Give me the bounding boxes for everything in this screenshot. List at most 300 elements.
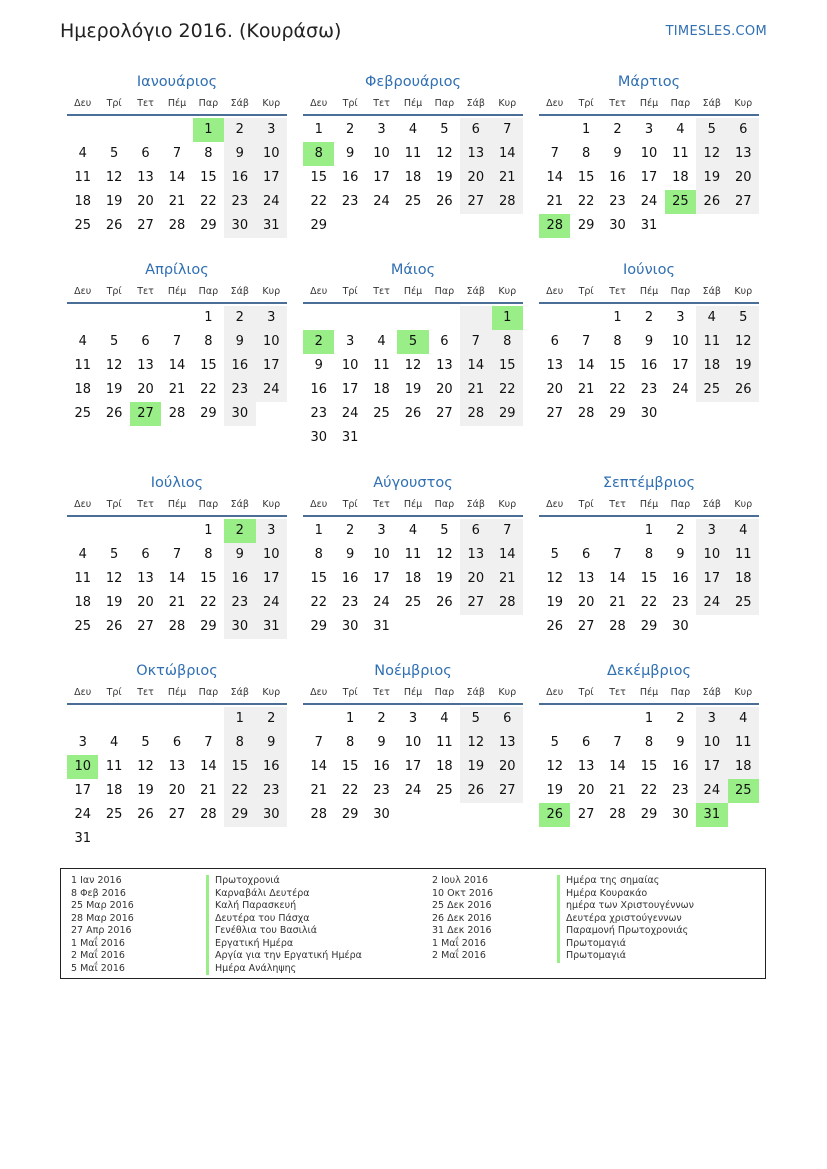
weekday-label: Κυρ	[498, 499, 517, 510]
holiday-day: 8	[303, 142, 334, 166]
weekend-day: 7	[492, 118, 523, 142]
weekday-label: Τρί	[106, 98, 122, 109]
day-cell: 8	[314, 547, 323, 562]
day-cell: 22	[577, 194, 595, 209]
weekday-label: Παρ	[198, 687, 219, 698]
weekday-label: Σάβ	[230, 98, 249, 109]
weekday-label: Δευ	[546, 687, 564, 698]
empty-cell	[193, 827, 224, 851]
day-cell: 12	[105, 170, 123, 185]
weekend-day: 17	[696, 567, 727, 591]
day-cell: 16	[672, 759, 689, 774]
month-name: Δεκέμβριος	[606, 663, 692, 679]
day-cell: 9	[644, 334, 654, 349]
day-cell: 12	[546, 571, 563, 586]
empty-cell	[492, 214, 523, 238]
holiday-date: 1 Μαΐ 2016	[432, 937, 486, 949]
month-block	[303, 661, 523, 827]
day-cell: 22	[310, 595, 327, 610]
weekday-label: Τρί	[578, 286, 594, 297]
day-cell: 18	[373, 382, 390, 397]
day-cell: 1	[314, 523, 323, 538]
day-cell: 20	[436, 382, 453, 397]
weekday-label: Κυρ	[262, 687, 281, 698]
day-cell: 16	[609, 170, 626, 185]
holiday-date: 26 Δεκ 2016	[432, 912, 492, 924]
weekend-day: 2	[224, 118, 255, 142]
weekday-label: Πέμ	[403, 98, 423, 109]
weekend-day: 13	[492, 731, 523, 755]
day-cell: 2	[613, 122, 622, 137]
weekend-day: 2	[224, 306, 255, 330]
month-block	[303, 473, 523, 639]
day-cell: 20	[137, 382, 154, 397]
weekday-label: Σάβ	[230, 499, 249, 510]
holiday-day: 1	[492, 306, 523, 330]
holiday-name: Ημέρα Κουρακάο	[557, 888, 694, 901]
holiday-name: Καρναβάλι Δευτέρα	[206, 888, 362, 901]
day-cell: 1	[204, 310, 213, 325]
day-cell: 26	[105, 218, 123, 233]
empty-cell	[539, 519, 570, 543]
day-cell: 27	[137, 619, 154, 634]
day-cell: 29	[200, 218, 217, 233]
day-cell: 24	[341, 406, 359, 421]
day-cell: 31	[74, 831, 91, 846]
day-cell: 7	[172, 547, 182, 562]
day-cell: 30	[341, 619, 359, 634]
weekend-day: 6	[460, 519, 491, 543]
day-cell: 13	[577, 759, 595, 774]
holiday-day: 31	[696, 803, 727, 827]
day-cell: 10	[341, 358, 359, 373]
month-name: Αύγουστος	[373, 475, 453, 491]
day-cell: 8	[204, 334, 213, 349]
empty-cell	[460, 615, 491, 639]
empty-cell	[224, 827, 255, 851]
day-cell: 15	[200, 358, 217, 373]
weekday-label: Πέμ	[403, 499, 423, 510]
day-cell: 28	[168, 218, 186, 233]
weekday-label: Δευ	[546, 286, 564, 297]
weekend-day: 10	[256, 330, 287, 354]
day-cell: 16	[373, 759, 390, 774]
day-cell: 6	[141, 547, 150, 562]
legend-dates-right	[432, 875, 493, 963]
day-cell: 8	[345, 735, 355, 750]
empty-cell	[334, 214, 365, 238]
day-cell: 24	[373, 194, 390, 209]
day-cell: 29	[200, 619, 217, 634]
day-cell: 17	[373, 170, 390, 185]
day-cell: 15	[310, 170, 327, 185]
day-cell: 18	[436, 759, 453, 774]
day-cell: 29	[200, 406, 217, 421]
weekend-day: 30	[224, 402, 255, 426]
day-cell: 14	[168, 358, 186, 373]
weekday-header	[539, 284, 759, 304]
weekend-day: 4	[728, 519, 759, 543]
empty-cell	[130, 827, 161, 851]
day-cell: 24	[373, 595, 390, 610]
site-link[interactable]: TIMESLES.COM	[665, 24, 767, 39]
day-cell: 4	[408, 122, 418, 137]
legend-dates-left	[71, 875, 134, 975]
day-cell: 29	[310, 218, 327, 233]
day-cell: 25	[373, 406, 390, 421]
weekday-label: Πέμ	[167, 499, 187, 510]
day-grid	[303, 519, 523, 639]
day-cell: 10	[672, 334, 689, 349]
day-cell: 24	[74, 807, 91, 822]
day-cell: 24	[404, 783, 422, 798]
weekend-day: 10	[696, 731, 727, 755]
weekday-header	[539, 497, 759, 517]
weekend-day: 16	[224, 166, 255, 190]
weekend-day: 7	[492, 519, 523, 543]
day-cell: 4	[676, 122, 685, 137]
weekday-label: Δευ	[74, 286, 92, 297]
day-cell: 21	[168, 595, 186, 610]
day-cell: 11	[105, 759, 123, 774]
day-cell: 9	[345, 146, 355, 161]
weekday-label: Τρί	[342, 286, 358, 297]
day-cell: 6	[141, 146, 150, 161]
empty-cell	[397, 214, 428, 238]
day-cell: 5	[141, 735, 150, 750]
day-cell: 10	[640, 146, 658, 161]
empty-cell	[696, 214, 727, 238]
day-cell: 28	[609, 619, 626, 634]
day-cell: 9	[314, 358, 323, 373]
day-cell: 8	[613, 334, 622, 349]
day-cell: 1	[644, 523, 654, 538]
holiday-day: 26	[539, 803, 570, 827]
day-cell: 18	[404, 571, 422, 586]
day-cell: 27	[137, 218, 154, 233]
weekday-label: Παρ	[670, 98, 691, 109]
weekend-day: 23	[256, 779, 287, 803]
weekend-day: 21	[460, 378, 491, 402]
weekend-day: 20	[492, 755, 523, 779]
weekend-day: 25	[728, 591, 759, 615]
day-cell: 30	[672, 807, 689, 822]
empty-cell	[728, 214, 759, 238]
day-cell: 22	[609, 382, 626, 397]
day-cell: 28	[310, 807, 327, 822]
day-cell: 29	[640, 807, 658, 822]
weekday-label: Σάβ	[702, 687, 721, 698]
day-cell: 4	[78, 146, 87, 161]
empty-cell	[728, 615, 759, 639]
empty-cell	[193, 707, 224, 731]
weekend-day: 9	[224, 330, 255, 354]
holiday-name: Εργατική Ημέρα	[206, 938, 362, 951]
day-cell: 12	[436, 146, 453, 161]
weekend-day: 17	[696, 755, 727, 779]
weekday-header	[303, 284, 523, 304]
weekend-day: 6	[728, 118, 759, 142]
empty-cell	[161, 519, 192, 543]
day-cell: 16	[672, 571, 689, 586]
empty-cell	[492, 426, 523, 450]
day-cell: 15	[640, 571, 658, 586]
day-cell: 22	[310, 194, 327, 209]
day-cell: 9	[613, 146, 622, 161]
weekday-label: Κυρ	[262, 286, 281, 297]
weekend-day: 28	[492, 591, 523, 615]
day-cell: 4	[377, 334, 386, 349]
day-cell: 9	[676, 547, 685, 562]
weekday-label: Κυρ	[734, 687, 753, 698]
month-name: Μάιος	[390, 262, 436, 278]
weekday-label: Κυρ	[262, 98, 281, 109]
weekend-day: 24	[256, 378, 287, 402]
day-cell: 16	[341, 170, 359, 185]
holiday-name: Δευτέρα χριστούγεννων	[557, 913, 694, 926]
weekend-day: 17	[256, 166, 287, 190]
empty-cell	[98, 707, 129, 731]
empty-cell	[98, 827, 129, 851]
day-cell: 11	[373, 358, 390, 373]
weekend-day: 29	[224, 803, 255, 827]
weekend-day: 12	[728, 330, 759, 354]
day-cell: 27	[546, 406, 563, 421]
weekend-day: 5	[696, 118, 727, 142]
weekday-label: Δευ	[310, 286, 328, 297]
weekend-day: 12	[696, 142, 727, 166]
day-cell: 30	[672, 619, 689, 634]
weekend-day: 19	[728, 354, 759, 378]
weekend-day: 29	[492, 402, 523, 426]
empty-cell	[460, 803, 491, 827]
weekday-label: Κυρ	[734, 499, 753, 510]
weekday-label: Παρ	[434, 98, 455, 109]
day-cell: 5	[550, 735, 559, 750]
day-cell: 12	[105, 358, 123, 373]
day-cell: 4	[109, 735, 119, 750]
day-cell: 15	[200, 170, 217, 185]
day-cell: 25	[436, 783, 453, 798]
weekend-day: 5	[728, 306, 759, 330]
empty-cell	[161, 118, 192, 142]
weekday-label: Παρ	[434, 286, 455, 297]
weekend-day: 30	[224, 214, 255, 238]
day-grid	[67, 118, 287, 238]
empty-cell	[98, 118, 129, 142]
day-cell: 5	[550, 547, 559, 562]
empty-cell	[570, 306, 601, 330]
day-cell: 21	[609, 783, 626, 798]
weekend-day: 26	[728, 378, 759, 402]
page-title: Ημερολόγιο 2016. (Κουράσω)	[60, 20, 342, 42]
weekend-day: 22	[224, 779, 255, 803]
day-cell: 25	[74, 619, 91, 634]
empty-cell	[67, 306, 98, 330]
day-cell: 6	[440, 334, 449, 349]
weekday-label: Τετ	[137, 687, 154, 698]
day-grid	[539, 118, 759, 238]
day-cell: 9	[345, 547, 355, 562]
day-cell: 21	[609, 595, 626, 610]
empty-cell	[366, 214, 397, 238]
day-cell: 21	[168, 382, 186, 397]
empty-cell	[334, 306, 365, 330]
holiday-name: Πρωτομαγιά	[557, 938, 694, 951]
holiday-name: Ημέρα Ανάληψης	[206, 963, 362, 976]
day-cell: 6	[550, 334, 559, 349]
day-cell: 5	[109, 334, 119, 349]
weekday-label: Παρ	[670, 499, 691, 510]
day-cell: 19	[546, 595, 563, 610]
holiday-date: 2 Μαΐ 2016	[71, 950, 125, 961]
day-cell: 7	[172, 334, 182, 349]
day-cell: 14	[200, 759, 217, 774]
day-cell: 25	[404, 595, 422, 610]
weekend-day: 2	[256, 707, 287, 731]
weekday-label: Τετ	[609, 286, 626, 297]
day-cell: 6	[172, 735, 182, 750]
day-cell: 5	[440, 122, 449, 137]
day-grid	[303, 306, 523, 450]
day-cell: 6	[581, 547, 591, 562]
empty-cell	[303, 707, 334, 731]
day-cell: 6	[141, 334, 150, 349]
day-grid	[539, 519, 759, 639]
day-cell: 29	[640, 619, 658, 634]
holiday-name: Παραμονή Πρωτοχρονιάς	[557, 925, 694, 938]
weekday-label: Σάβ	[702, 286, 721, 297]
weekend-day: 3	[256, 118, 287, 142]
holiday-date: 8 Φεβ 2016	[71, 887, 126, 899]
day-cell: 21	[310, 783, 327, 798]
weekday-label: Πέμ	[639, 499, 659, 510]
month-name: Φεβρουάριος	[364, 74, 462, 90]
weekday-label: Τετ	[373, 499, 390, 510]
day-cell: 3	[377, 122, 386, 137]
weekday-label: Δευ	[74, 687, 92, 698]
holiday-name: Καλή Παρασκευή	[206, 900, 362, 913]
weekday-label: Σάβ	[466, 499, 485, 510]
day-cell: 23	[341, 194, 359, 209]
day-cell: 30	[310, 430, 327, 445]
empty-cell	[67, 519, 98, 543]
day-grid	[303, 707, 523, 827]
month-name: Μάρτιος	[617, 74, 681, 90]
day-grid	[539, 707, 759, 827]
weekend-day: 1	[224, 707, 255, 731]
day-cell: 13	[137, 358, 154, 373]
day-cell: 8	[581, 146, 591, 161]
day-cell: 19	[105, 595, 123, 610]
day-cell: 10	[404, 735, 422, 750]
day-cell: 23	[373, 783, 390, 798]
day-cell: 25	[105, 807, 123, 822]
holiday-name: Γενέθλια του Βασιλιά	[206, 925, 362, 938]
weekend-day: 21	[492, 166, 523, 190]
empty-cell	[570, 519, 601, 543]
day-cell: 24	[672, 382, 689, 397]
day-cell: 10	[373, 146, 390, 161]
legend-names-right	[557, 875, 694, 963]
day-cell: 15	[310, 571, 327, 586]
empty-cell	[429, 426, 460, 450]
weekend-day: 23	[224, 190, 255, 214]
day-cell: 12	[436, 547, 453, 562]
day-cell: 23	[310, 406, 327, 421]
empty-cell	[602, 519, 633, 543]
day-cell: 19	[436, 170, 453, 185]
holiday-name: Ημέρα της σημαίας	[557, 875, 694, 888]
empty-cell	[696, 615, 727, 639]
empty-cell	[429, 803, 460, 827]
day-cell: 21	[200, 783, 217, 798]
weekday-label: Πέμ	[639, 286, 659, 297]
weekday-label: Τρί	[106, 687, 122, 698]
weekday-label: Πέμ	[403, 687, 423, 698]
day-cell: 7	[613, 735, 622, 750]
day-cell: 14	[310, 759, 327, 774]
day-cell: 11	[404, 146, 422, 161]
weekend-day: 7	[460, 330, 491, 354]
weekend-day: 24	[256, 190, 287, 214]
day-cell: 29	[577, 218, 595, 233]
weekday-label: Παρ	[434, 687, 455, 698]
month-block	[539, 661, 759, 827]
weekday-label: Δευ	[310, 499, 328, 510]
day-cell: 27	[577, 807, 595, 822]
weekday-label: Παρ	[198, 499, 219, 510]
weekend-day: 15	[492, 354, 523, 378]
day-cell: 19	[105, 382, 123, 397]
day-cell: 3	[408, 711, 418, 726]
day-cell: 28	[577, 406, 595, 421]
empty-cell	[67, 707, 98, 731]
weekday-label: Τρί	[106, 286, 122, 297]
empty-cell	[130, 306, 161, 330]
holiday-day: 5	[397, 330, 428, 354]
day-cell: 2	[377, 711, 386, 726]
day-cell: 14	[168, 571, 186, 586]
empty-cell	[570, 707, 601, 731]
day-cell: 9	[676, 735, 685, 750]
holiday-date: 1 Μαΐ 2016	[71, 937, 125, 949]
empty-cell	[397, 803, 428, 827]
holiday-day: 25	[728, 779, 759, 803]
weekday-label: Παρ	[670, 687, 691, 698]
empty-cell	[696, 402, 727, 426]
weekday-label: Πέμ	[167, 687, 187, 698]
weekend-day: 4	[728, 707, 759, 731]
weekend-day: 18	[728, 567, 759, 591]
day-cell: 14	[577, 358, 595, 373]
weekend-day: 4	[696, 306, 727, 330]
day-cell: 22	[341, 783, 359, 798]
day-cell: 23	[609, 194, 626, 209]
month-block	[303, 72, 523, 238]
month-block	[67, 661, 287, 851]
weekend-day: 14	[492, 543, 523, 567]
day-cell: 26	[436, 194, 453, 209]
weekend-day: 5	[460, 707, 491, 731]
weekday-label: Σάβ	[230, 687, 249, 698]
day-cell: 7	[613, 547, 622, 562]
weekday-label: Πέμ	[403, 286, 423, 297]
weekday-label: Κυρ	[498, 98, 517, 109]
day-cell: 20	[546, 382, 563, 397]
weekend-day: 30	[256, 803, 287, 827]
day-cell: 17	[74, 783, 91, 798]
